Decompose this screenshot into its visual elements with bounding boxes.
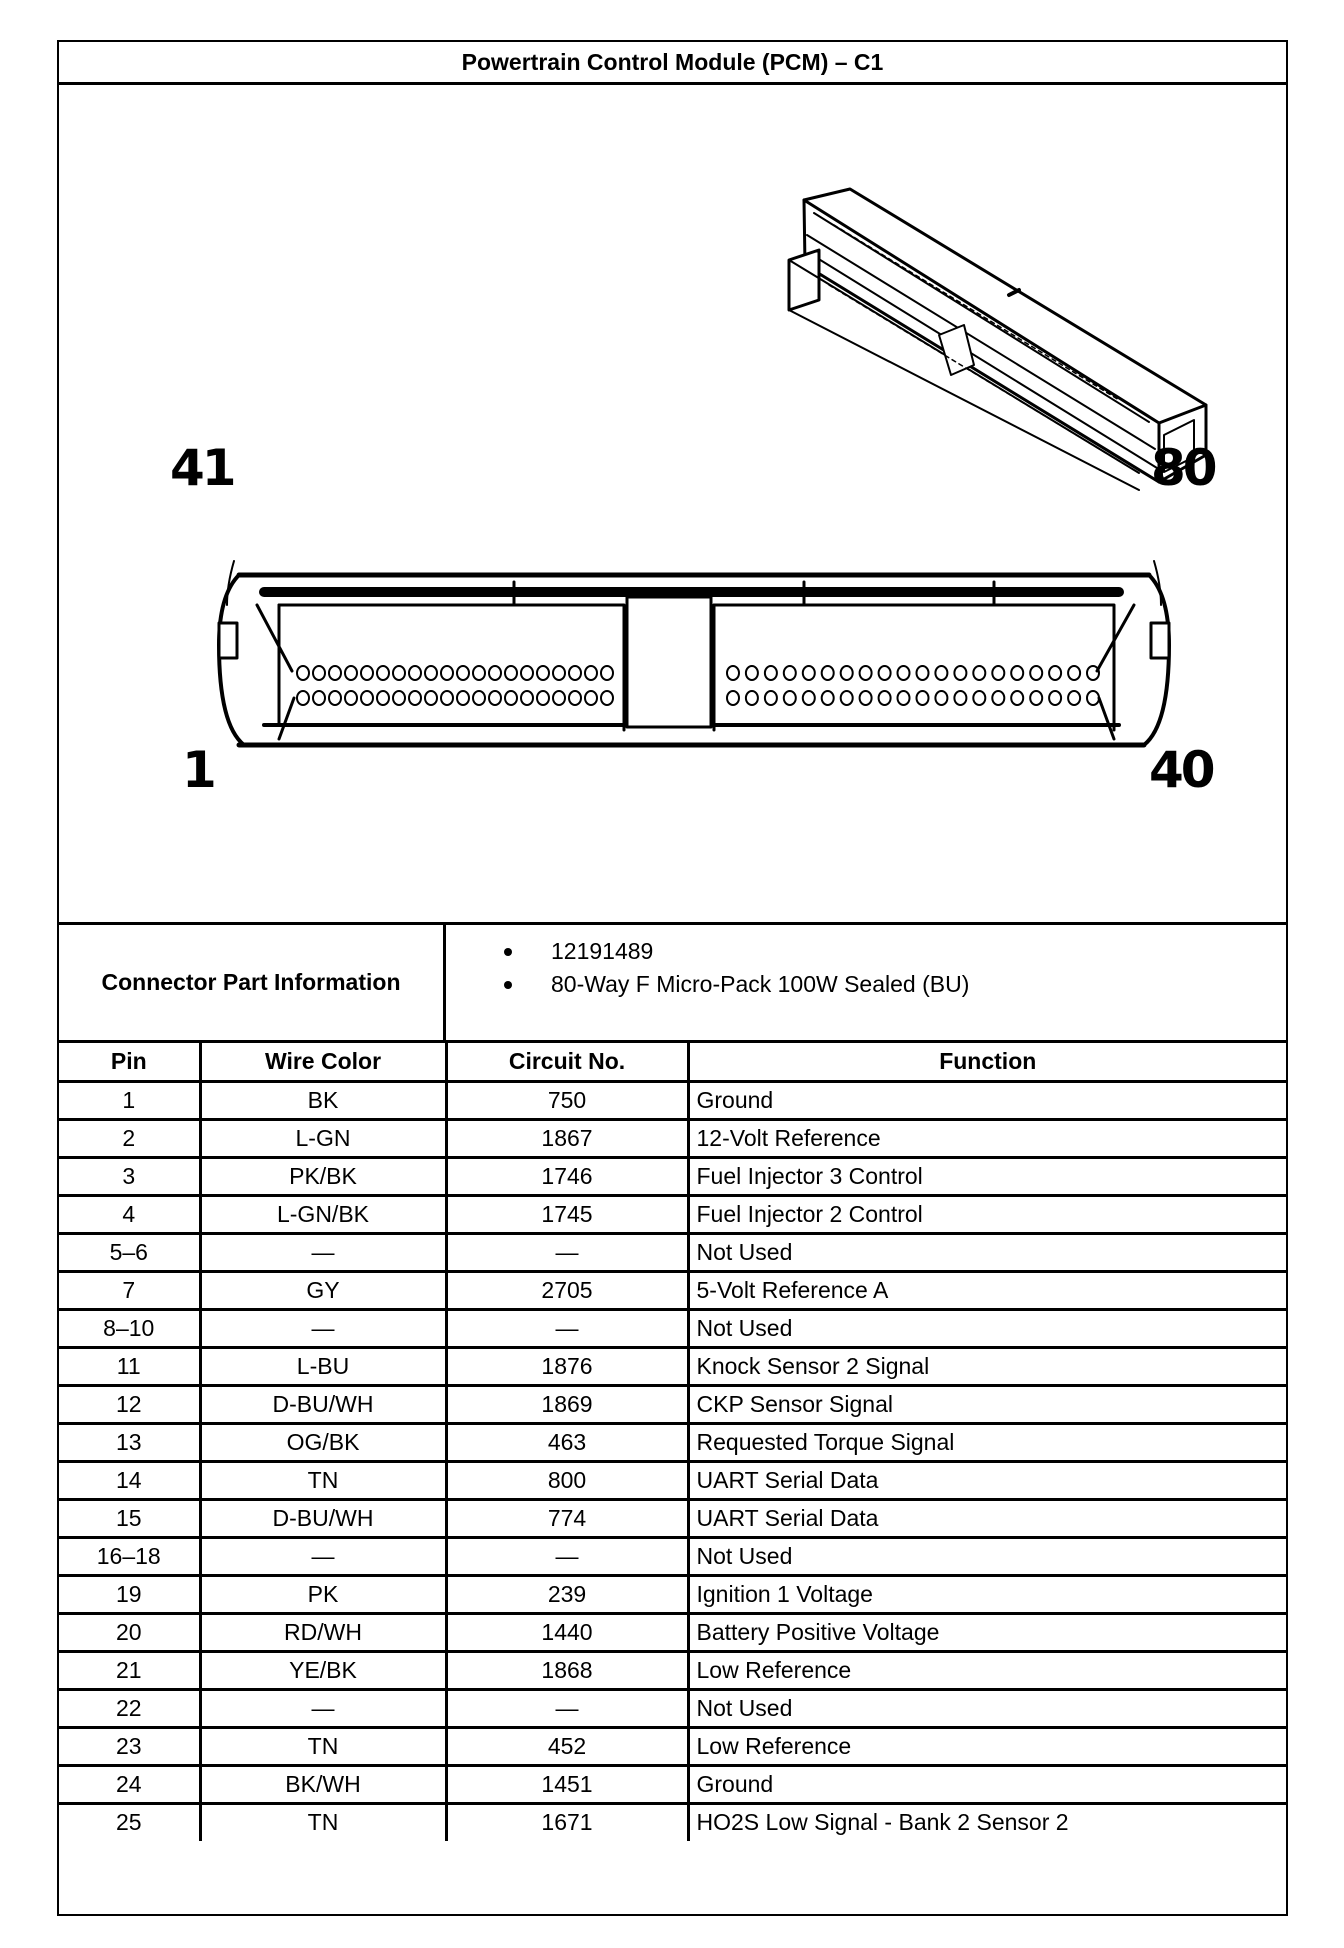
- pin-hole: [361, 691, 373, 705]
- cell-function: Ground: [688, 1765, 1286, 1803]
- pin-hole: [765, 691, 777, 705]
- table-row: [59, 1157, 1286, 1195]
- cell-function: Low Reference: [688, 1727, 1286, 1765]
- pin-hole: [860, 666, 872, 680]
- table-row: [59, 1195, 1286, 1233]
- cell-wire-color: L-GN: [200, 1119, 446, 1157]
- table-row: [59, 1423, 1286, 1461]
- table-row: [59, 1271, 1286, 1309]
- cell-wire-color: —: [200, 1309, 446, 1347]
- cell-circuit-no: 463: [446, 1423, 688, 1461]
- pin-hole: [803, 666, 815, 680]
- pin-hole: [784, 691, 796, 705]
- part-number-item: 12191489: [446, 935, 1286, 968]
- table-row: [59, 1765, 1286, 1803]
- pin-hole: [361, 666, 373, 680]
- cell-function: UART Serial Data: [688, 1499, 1286, 1537]
- cell-circuit-no: 1869: [446, 1385, 688, 1423]
- pin-hole: [841, 691, 853, 705]
- pin-hole: [313, 691, 325, 705]
- connector-document: [57, 40, 1288, 1916]
- pin-hole: [505, 691, 517, 705]
- cell-function: Fuel Injector 3 Control: [688, 1157, 1286, 1195]
- header-pin: Pin: [59, 1043, 200, 1081]
- cell-function: Requested Torque Signal: [688, 1423, 1286, 1461]
- table-row: [59, 1385, 1286, 1423]
- pin-hole: [457, 691, 469, 705]
- pin-hole: [992, 691, 1004, 705]
- cell-pin: 25: [59, 1803, 200, 1841]
- pin-hole: [1087, 691, 1099, 705]
- pin-hole: [377, 691, 389, 705]
- cell-circuit-no: 774: [446, 1499, 688, 1537]
- cell-circuit-no: 1876: [446, 1347, 688, 1385]
- pin-label-40: 40: [1149, 741, 1213, 799]
- pin-hole: [765, 666, 777, 680]
- table-header-row: [59, 1043, 1286, 1081]
- pin-hole: [489, 666, 501, 680]
- cell-function: Knock Sensor 2 Signal: [688, 1347, 1286, 1385]
- pin-hole: [569, 691, 581, 705]
- connector-isometric-view: [789, 189, 1206, 490]
- cell-circuit-no: 750: [446, 1081, 688, 1119]
- pin-hole: [425, 691, 437, 705]
- table-row: [59, 1727, 1286, 1765]
- cell-function: 5-Volt Reference A: [688, 1271, 1286, 1309]
- pin-hole: [505, 666, 517, 680]
- pin-hole: [1049, 691, 1061, 705]
- pin-hole: [393, 691, 405, 705]
- pin-hole: [537, 666, 549, 680]
- table-row: [59, 1347, 1286, 1385]
- cell-pin: 22: [59, 1689, 200, 1727]
- cell-pin: 3: [59, 1157, 200, 1195]
- cell-function: Ground: [688, 1081, 1286, 1119]
- pin-hole: [1030, 666, 1042, 680]
- pin-hole: [973, 691, 985, 705]
- pin-hole: [521, 691, 533, 705]
- pin-hole: [585, 691, 597, 705]
- cell-function: Fuel Injector 2 Control: [688, 1195, 1286, 1233]
- connector-part-info-label: Connector Part Information: [59, 925, 446, 1040]
- pin-hole: [537, 691, 549, 705]
- cell-pin: 7: [59, 1271, 200, 1309]
- table-row: [59, 1119, 1286, 1157]
- cell-wire-color: GY: [200, 1271, 446, 1309]
- pin-hole: [313, 666, 325, 680]
- pin-hole: [1030, 691, 1042, 705]
- header-function: Function: [688, 1043, 1286, 1081]
- cell-circuit-no: 1867: [446, 1119, 688, 1157]
- cell-pin: 11: [59, 1347, 200, 1385]
- table-row: [59, 1803, 1286, 1841]
- cell-pin: 23: [59, 1727, 200, 1765]
- cell-wire-color: TN: [200, 1727, 446, 1765]
- table-row: [59, 1651, 1286, 1689]
- cell-wire-color: L-BU: [200, 1347, 446, 1385]
- table-row: [59, 1613, 1286, 1651]
- cell-wire-color: PK: [200, 1575, 446, 1613]
- pin-hole: [954, 691, 966, 705]
- pin-hole: [601, 691, 613, 705]
- cell-circuit-no: 1451: [446, 1765, 688, 1803]
- pin-hole: [553, 691, 565, 705]
- pin-hole: [860, 691, 872, 705]
- cell-circuit-no: 1440: [446, 1613, 688, 1651]
- pin-hole: [879, 691, 891, 705]
- pin-label-80: 80: [1151, 439, 1215, 497]
- cell-pin: 2: [59, 1119, 200, 1157]
- pin-hole: [569, 666, 581, 680]
- pin-function-table: [59, 1043, 1286, 1841]
- cell-circuit-no: 239: [446, 1575, 688, 1613]
- document-title: Powertrain Control Module (PCM) – C1: [59, 42, 1286, 85]
- pin-hole: [297, 691, 309, 705]
- pin-hole: [457, 666, 469, 680]
- cell-function: Not Used: [688, 1233, 1286, 1271]
- cell-wire-color: L-GN/BK: [200, 1195, 446, 1233]
- pin-hole: [377, 666, 389, 680]
- cell-pin: 21: [59, 1651, 200, 1689]
- table-row: [59, 1461, 1286, 1499]
- pin-hole: [329, 691, 341, 705]
- pin-hole: [473, 666, 485, 680]
- cell-pin: 12: [59, 1385, 200, 1423]
- connector-part-info-list: [446, 935, 1286, 1001]
- cell-pin: 8–10: [59, 1309, 200, 1347]
- pin-hole: [297, 666, 309, 680]
- cell-pin: 5–6: [59, 1233, 200, 1271]
- cell-function: Not Used: [688, 1309, 1286, 1347]
- pin-hole: [822, 691, 834, 705]
- cell-wire-color: —: [200, 1689, 446, 1727]
- cell-circuit-no: —: [446, 1537, 688, 1575]
- cell-circuit-no: 1868: [446, 1651, 688, 1689]
- pin-hole: [441, 666, 453, 680]
- cell-function: UART Serial Data: [688, 1461, 1286, 1499]
- pin-hole: [727, 691, 739, 705]
- pin-hole: [822, 666, 834, 680]
- cell-wire-color: RD/WH: [200, 1613, 446, 1651]
- cell-wire-color: PK/BK: [200, 1157, 446, 1195]
- pin-hole: [409, 666, 421, 680]
- pin-hole: [727, 666, 739, 680]
- cell-function: Battery Positive Voltage: [688, 1613, 1286, 1651]
- cell-function: CKP Sensor Signal: [688, 1385, 1286, 1423]
- pin-hole: [473, 691, 485, 705]
- cell-wire-color: TN: [200, 1803, 446, 1841]
- pin-hole: [1049, 666, 1061, 680]
- pin-hole: [585, 666, 597, 680]
- pin-hole: [935, 691, 947, 705]
- cell-circuit-no: —: [446, 1689, 688, 1727]
- cell-pin: 24: [59, 1765, 200, 1803]
- pin-hole: [1068, 691, 1080, 705]
- connector-face-outline: [219, 561, 1169, 745]
- cell-pin: 1: [59, 1081, 200, 1119]
- pin-hole: [992, 666, 1004, 680]
- pin-hole: [973, 666, 985, 680]
- pin-hole: [1011, 666, 1023, 680]
- pin-hole: [329, 666, 341, 680]
- pin-hole: [898, 666, 910, 680]
- table-row: [59, 1537, 1286, 1575]
- pin-hole: [601, 666, 613, 680]
- cell-wire-color: OG/BK: [200, 1423, 446, 1461]
- cell-wire-color: TN: [200, 1461, 446, 1499]
- pin-hole: [1068, 666, 1080, 680]
- cell-pin: 20: [59, 1613, 200, 1651]
- cell-pin: 19: [59, 1575, 200, 1613]
- cell-wire-color: D-BU/WH: [200, 1385, 446, 1423]
- pin-hole: [917, 666, 929, 680]
- pin-hole: [345, 666, 357, 680]
- connector-description-item: 80-Way F Micro-Pack 100W Sealed (BU): [446, 968, 1286, 1001]
- cell-function: Not Used: [688, 1537, 1286, 1575]
- cell-wire-color: —: [200, 1233, 446, 1271]
- cell-pin: 4: [59, 1195, 200, 1233]
- cell-wire-color: D-BU/WH: [200, 1499, 446, 1537]
- pin-hole: [784, 666, 796, 680]
- pin-label-41: 41: [170, 439, 234, 497]
- connector-illustration: [59, 85, 1286, 925]
- cell-circuit-no: 800: [446, 1461, 688, 1499]
- pin-hole: [409, 691, 421, 705]
- pin-hole: [954, 666, 966, 680]
- pin-hole: [746, 691, 758, 705]
- cell-function: 12-Volt Reference: [688, 1119, 1286, 1157]
- cell-pin: 16–18: [59, 1537, 200, 1575]
- cell-circuit-no: —: [446, 1309, 688, 1347]
- pin-hole: [345, 691, 357, 705]
- cell-circuit-no: —: [446, 1233, 688, 1271]
- cell-function: Ignition 1 Voltage: [688, 1575, 1286, 1613]
- table-row: [59, 1081, 1286, 1119]
- cell-circuit-no: 2705: [446, 1271, 688, 1309]
- cell-pin: 14: [59, 1461, 200, 1499]
- pin-hole: [746, 666, 758, 680]
- cell-pin: 13: [59, 1423, 200, 1461]
- pin-hole: [425, 666, 437, 680]
- cell-wire-color: BK: [200, 1081, 446, 1119]
- cell-function: Low Reference: [688, 1651, 1286, 1689]
- table-row: [59, 1309, 1286, 1347]
- table-row: [59, 1689, 1286, 1727]
- cell-circuit-no: 1745: [446, 1195, 688, 1233]
- cell-function: HO2S Low Signal - Bank 2 Sensor 2: [688, 1803, 1286, 1841]
- table-row: [59, 1575, 1286, 1613]
- cell-circuit-no: 452: [446, 1727, 688, 1765]
- cell-wire-color: BK/WH: [200, 1765, 446, 1803]
- cell-pin: 15: [59, 1499, 200, 1537]
- connector-part-info: [59, 925, 1286, 1043]
- pin-hole: [898, 691, 910, 705]
- pin-hole: [803, 691, 815, 705]
- pin-hole: [393, 666, 405, 680]
- header-wire-color: Wire Color: [200, 1043, 446, 1081]
- pin-hole: [553, 666, 565, 680]
- connector-drawing: [59, 85, 1286, 925]
- pin-hole: [521, 666, 533, 680]
- pin-hole: [489, 691, 501, 705]
- cell-wire-color: —: [200, 1537, 446, 1575]
- pin-hole: [917, 691, 929, 705]
- pin-hole: [841, 666, 853, 680]
- pin-label-1: 1: [182, 741, 214, 799]
- table-row: [59, 1499, 1286, 1537]
- cell-function: Not Used: [688, 1689, 1286, 1727]
- table-row: [59, 1233, 1286, 1271]
- cell-wire-color: YE/BK: [200, 1651, 446, 1689]
- pin-hole: [935, 666, 947, 680]
- pin-hole: [441, 691, 453, 705]
- cell-circuit-no: 1671: [446, 1803, 688, 1841]
- pin-hole: [1011, 691, 1023, 705]
- cell-circuit-no: 1746: [446, 1157, 688, 1195]
- header-circuit-no: Circuit No.: [446, 1043, 688, 1081]
- pin-hole: [879, 666, 891, 680]
